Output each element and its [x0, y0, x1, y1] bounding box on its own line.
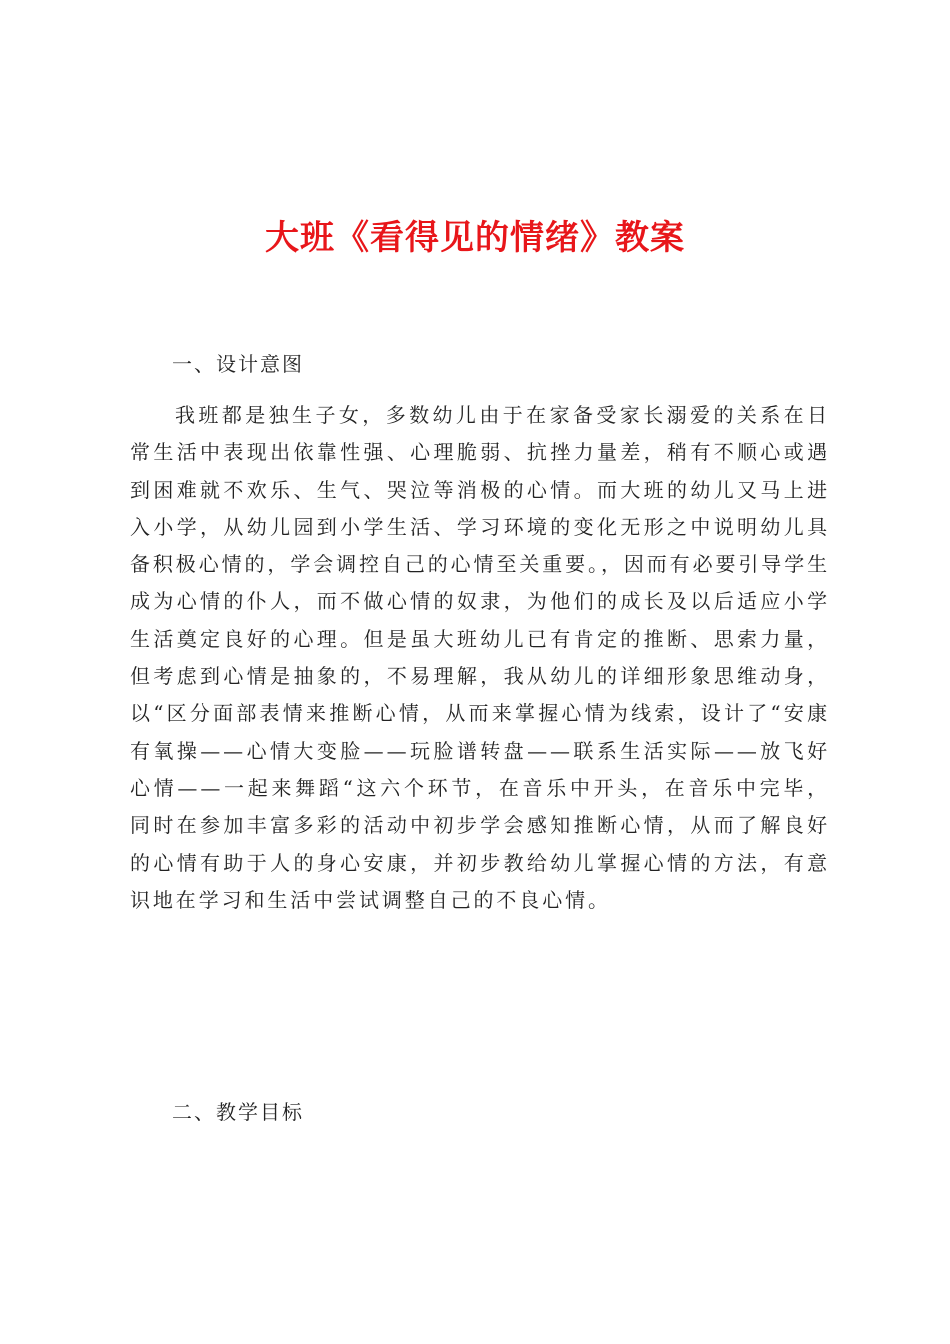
design-intent-paragraph: 我班都是独生子女，多数幼儿由于在家备受家长溺爱的关系在日常生活中表现出依靠性强、心理脆弱、抗挫力量差，稍有不顺心或遇到困难就不欢乐、生气、哭泣等消极的心情。而大班的幼儿又马上进入小学，从幼儿园到小学生活、学习环境的变化无形之中说明幼儿具备积极心情的，学会调控自己的心情至关重要。，因而有必要引导学生成为心情的仆人，而不做心情的奴隶，为他们的成长及以后适应小学生活奠定良好的心理。但是虽大班幼儿已有肯定的推断、思索力量，但考虑到心情是抽象的，不易理解，我从幼儿的详细形象思维动身，以“区分面部表情来推断心情，从而来掌握心情为线索，设计了“安康有氧操——心情大变脸——玩脸谱转盘——联系生活实际——放飞好心情——一起来舞蹈“这六个环节，在音乐中开头，在音乐中完毕，同时在参加丰富多彩的活动中初步学会感知推断心情，从而了解良好的心情有助于人的身心安康，并初步教给幼儿掌握心情的方法，有意识地在学习和生活中尝试调整自己的不良心情。: [130, 403, 830, 912]
document-title: 大班《看得见的情绪》教案: [265, 218, 685, 258]
section-heading-design-intent: 一、设计意图: [172, 352, 304, 376]
section-heading-teaching-goals: 二、教学目标: [172, 1100, 304, 1124]
